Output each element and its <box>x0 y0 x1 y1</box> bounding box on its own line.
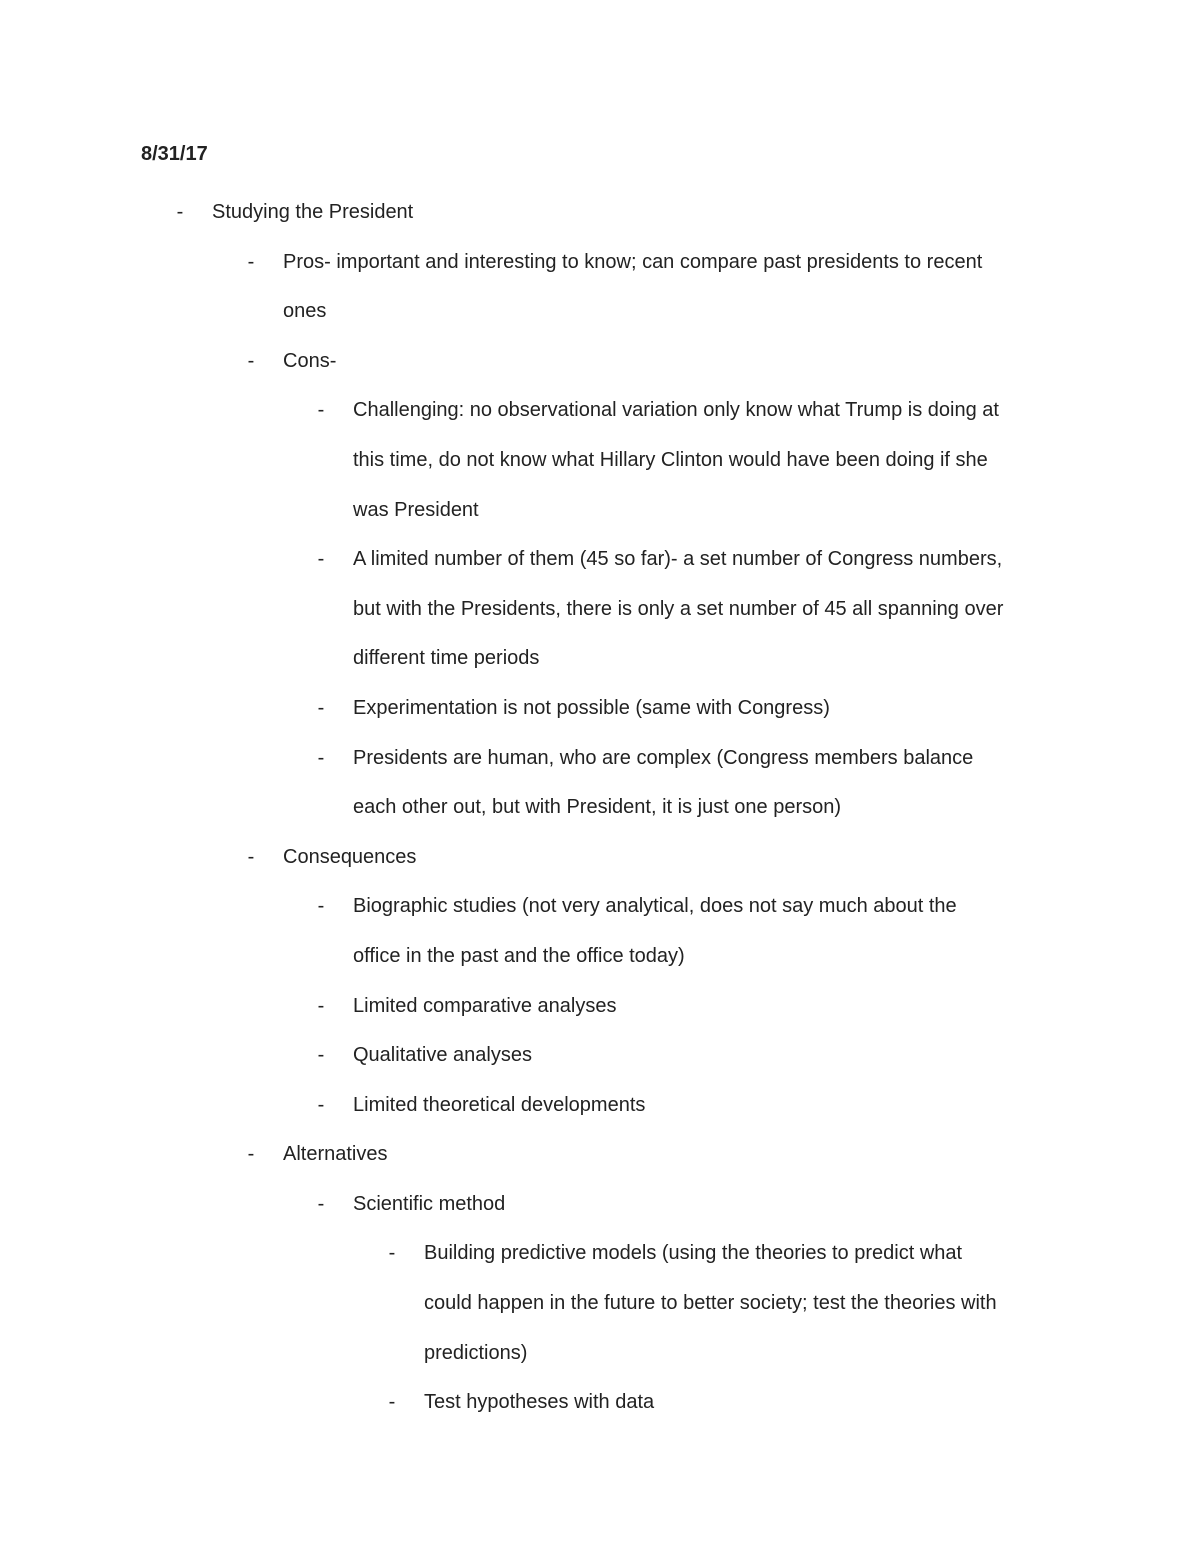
bullet-dash: - <box>388 1242 396 1265</box>
outline-item-level-2 <box>0 238 1200 337</box>
outline-item-text: Consequences <box>283 845 417 868</box>
outline-item-text: Pros- important and interesting to know; can compare past presidents to recent <box>283 250 983 273</box>
outline-item-text: Limited comparative analyses <box>353 994 617 1017</box>
outline-item-text: Building predictive models (using the theories to predict what <box>424 1242 963 1265</box>
outline-item-text: Biographic studies (not very analytical, does not say much about the <box>353 895 957 918</box>
outline-item-text: Scientific method <box>353 1192 506 1215</box>
outline-item-level-2 <box>0 833 1200 883</box>
outline-item-text: this time, do not know what Hillary Clinton would have been doing if she <box>353 448 988 471</box>
bullet-dash: - <box>247 845 255 868</box>
outline-item-text: could happen in the future to better society; test the theories with <box>424 1292 997 1315</box>
bullet-dash: - <box>317 399 325 422</box>
outline-item-text: Studying the President <box>212 201 414 223</box>
outline-item-text: but with the Presidents, there is only a set number of 45 all spanning over <box>353 597 1004 620</box>
outline-item-level-3 <box>0 982 1200 1032</box>
bullet-dash: - <box>317 548 325 571</box>
outline-item-text: different time periods <box>353 647 540 670</box>
bullet-dash: - <box>247 250 255 273</box>
outline-item-text: Cons- <box>283 349 337 372</box>
bullet-dash: - <box>317 1044 325 1067</box>
outline-item-text: Presidents are human, who are complex (Congress members balance <box>353 746 974 769</box>
outline-item-level-2 <box>0 1130 1200 1180</box>
outline-item-text: was President <box>353 498 479 521</box>
bullet-dash: - <box>247 1143 255 1166</box>
outline-item-level-4 <box>0 1229 1200 1378</box>
outline-item-level-3 <box>0 386 1200 535</box>
outline-item-text: ones <box>283 300 327 323</box>
outline-item-text: office in the past and the office today) <box>353 944 685 967</box>
bullet-dash: - <box>317 1192 325 1215</box>
bullet-dash: - <box>317 696 325 719</box>
outline-item-text: each other out, but with President, it is just one person) <box>353 796 842 819</box>
outline-item-level-3 <box>0 1081 1200 1131</box>
outline-item-level-3 <box>0 1031 1200 1081</box>
outline-item-text: Experimentation is not possible (same with Congress) <box>353 696 830 719</box>
outline-item-level-1 <box>0 188 1200 238</box>
outline-item-text: predictions) <box>424 1341 528 1364</box>
outline-item-text: Alternatives <box>283 1143 388 1166</box>
outline-item-level-2 <box>0 337 1200 387</box>
outline-item-text: A limited number of them (45 so far)- a set number of Congress numbers, <box>353 548 1003 571</box>
outline-item-text: Qualitative analyses <box>353 1044 532 1067</box>
bullet-dash: - <box>176 201 184 223</box>
outline-item-text: Limited theoretical developments <box>353 1093 646 1116</box>
bullet-dash: - <box>317 994 325 1017</box>
bullet-dash: - <box>317 746 325 769</box>
outline-item-level-3 <box>0 684 1200 734</box>
bullet-dash: - <box>388 1391 396 1414</box>
note-date: 8/31/17 <box>141 143 208 165</box>
outline-item-text: Challenging: no observational variation only know what Trump is doing at <box>353 399 999 422</box>
outline-item-level-3 <box>0 1180 1200 1230</box>
bullet-dash: - <box>317 1093 325 1116</box>
outline-item-level-3 <box>0 882 1200 981</box>
outline-item-level-4 <box>0 1378 1200 1428</box>
outline-item-level-3 <box>0 734 1200 833</box>
outline-item-text: Test hypotheses with data <box>424 1391 655 1414</box>
notes-outline <box>0 188 1200 1428</box>
bullet-dash: - <box>317 895 325 918</box>
bullet-dash: - <box>247 349 255 372</box>
outline-item-level-3 <box>0 535 1200 684</box>
